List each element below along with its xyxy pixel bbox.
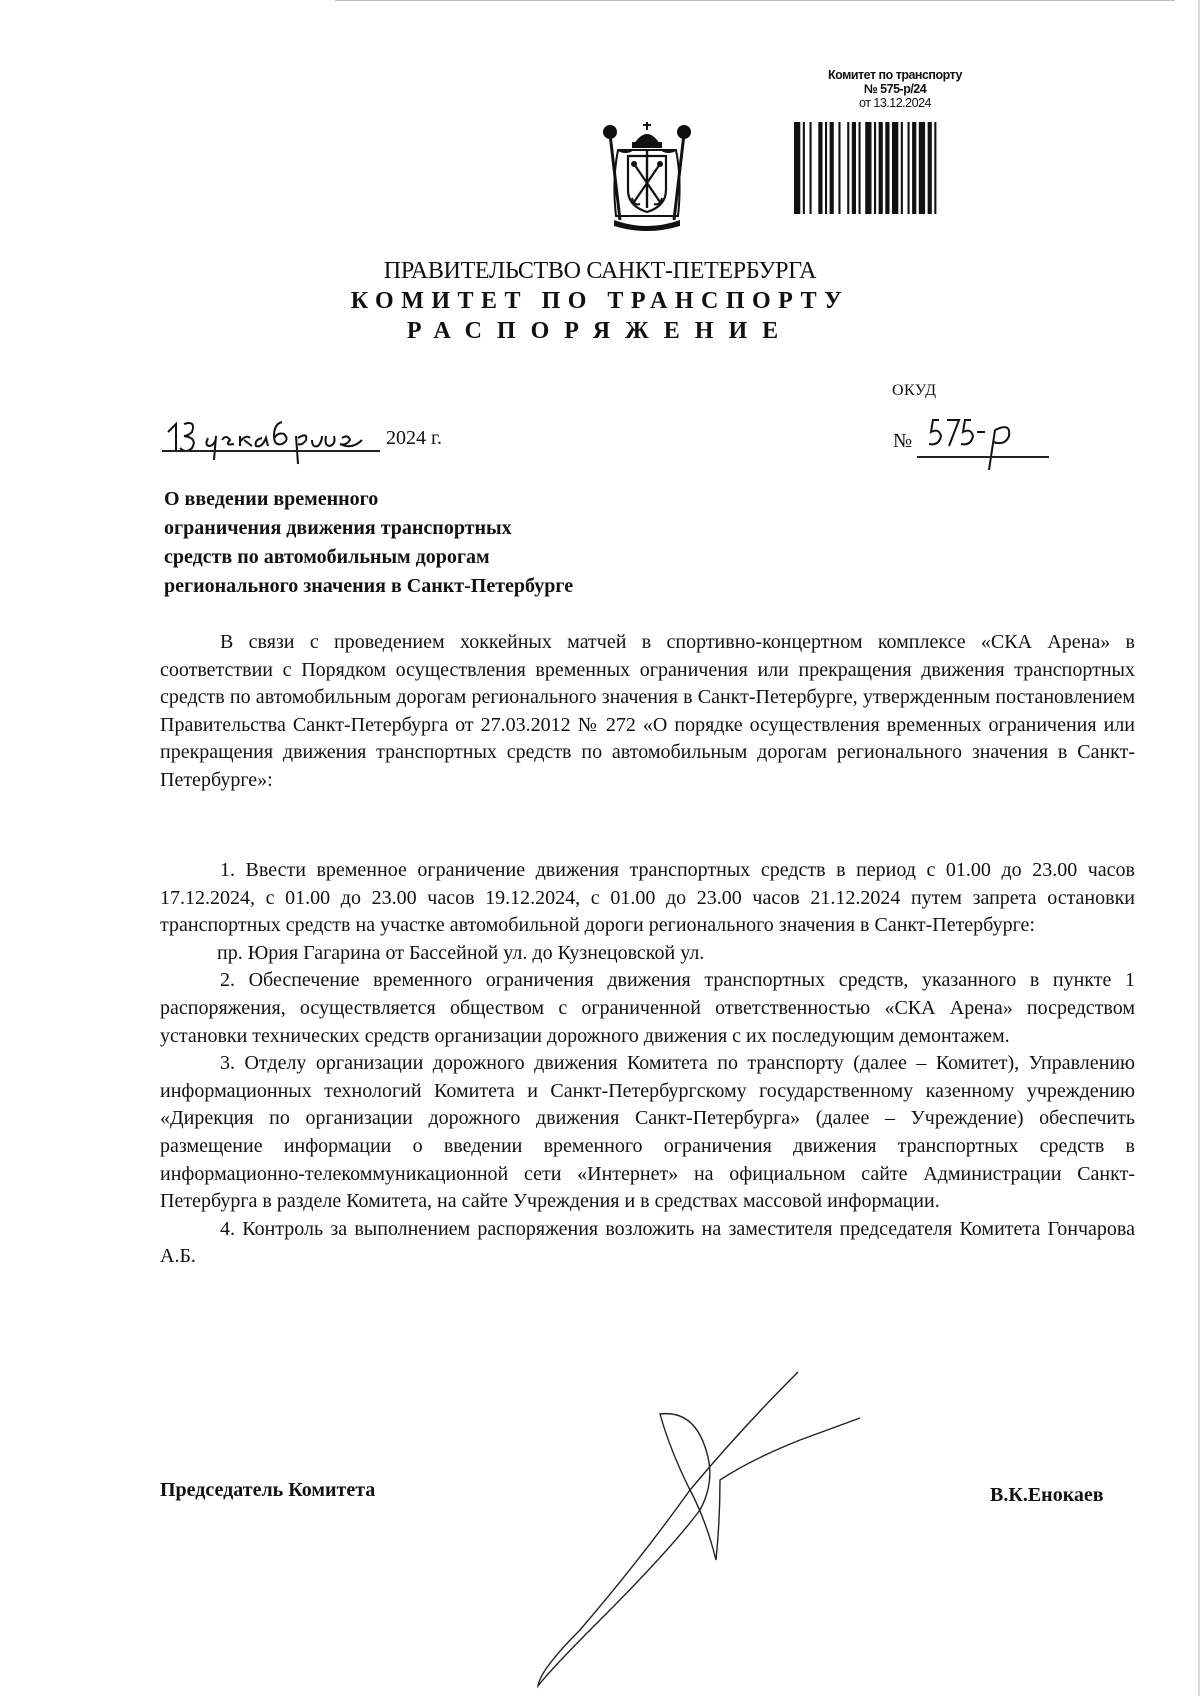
- document-type-heading: РАСПОРЯЖЕНИЕ: [406, 318, 794, 344]
- item-4: 4. Контроль за выполнением распоряжения возложить на заместителя председателя Комитета Гончарова А.Б.: [160, 1217, 1135, 1268]
- subject-line: средств по автомобильным дорогам: [164, 546, 490, 568]
- date-year: 2024 г.: [386, 427, 442, 449]
- handwritten-signature: [520, 1370, 870, 1690]
- registration-stamp: [790, 68, 1000, 213]
- item-1-address: пр. Юрия Гагарина от Бассейной ул. до Кузнецовской ул.: [217, 941, 705, 964]
- document-subject: [164, 485, 724, 601]
- signer-title: Председатель Комитета: [160, 1479, 376, 1501]
- government-heading: ПРАВИТЕЛЬСТВО САНКТ-ПЕТЕРБУРГА: [383, 258, 817, 284]
- coat-of-arms-icon: [596, 120, 698, 232]
- stamp-number: № 575-р/24: [863, 82, 927, 96]
- date-underline: [162, 450, 380, 452]
- committee-heading: КОМИТЕТ ПО ТРАНСПОРТУ: [350, 288, 850, 314]
- barcode-icon: [794, 122, 996, 214]
- document-date: [162, 410, 492, 460]
- subject-line: О введении временного: [164, 488, 379, 510]
- handwritten-number: [925, 402, 1025, 472]
- stamp-date: от 13.12.2024: [859, 96, 931, 110]
- okud-label: ОКУД: [892, 382, 937, 399]
- preamble: [160, 629, 1135, 795]
- item-3: 3. Отделу организации дорожного движения Комитета по транспорту (далее – Комитет), Управлению информационных технологий Комитета и Санкт-Петербургскому государственному казенному учреждению «Дирекция по организации дорожного движения Санкт-Петербурга» (далее – Учреждение) обеспечить размещение информации о введении временного ограничения движения транспортных средств в информационно-телекоммуникационной сети «Интернет» на официальном сайте Администрации Санкт-Петербурга в разделе Комитета, на сайте Учреждения и в средствах массовой информации.: [160, 1052, 1135, 1213]
- subject-line: регионального значения в Санкт-Петербурге: [164, 575, 574, 597]
- number-sign: №: [893, 430, 913, 452]
- document-number: [893, 408, 1053, 468]
- preamble-paragraph: В связи с проведением хоккейных матчей в спортивно-концертном комплексе «СКА Арена» в соответствии с Порядком осуществления временных ограничения или прекращения движения транспортных средств по автомобильным дорогам регионального значения в Санкт-Петербурге, утвержденным постановлением Правительства Санкт-Петербурга от 27.03.2012 № 272 «О порядке осуществления временных ограничения или прекращения движения транспортных средств по автомобильным дорогам регионального значения в Санкт-Петербурге»:: [160, 631, 1135, 791]
- order-items: [160, 857, 1135, 1271]
- scan-top-edge: [335, 0, 1175, 1]
- subject-line: ограничения движения транспортных: [164, 517, 512, 539]
- item-2: 2. Обеспечение временного ограничения движения транспортных средств, указанного в пункте 1 распоряжения, осуществляется обществом с ограниченной ответственностью «СКА Арена» посредством установки технических средств организации дорожного движения с их последующим демонтажем.: [160, 969, 1135, 1047]
- number-underline: [917, 456, 1049, 458]
- handwritten-date: [162, 410, 382, 466]
- stamp-committee: Комитет по транспорту: [828, 68, 962, 82]
- signer-name: В.К.Енокаев: [990, 1484, 1104, 1506]
- item-1: 1. Ввести временное ограничение движения транспортных средств в период с 01.00 до 23.00 часов 17.12.2024, с 01.00 до 23.00 часов 19.12.2024, с 01.00 до 23.00 часов 21.12.2024 путем запрета остановки транспортных средств на участке автомобильной дороги регионального значения в Санкт-Петербурге:: [160, 859, 1135, 937]
